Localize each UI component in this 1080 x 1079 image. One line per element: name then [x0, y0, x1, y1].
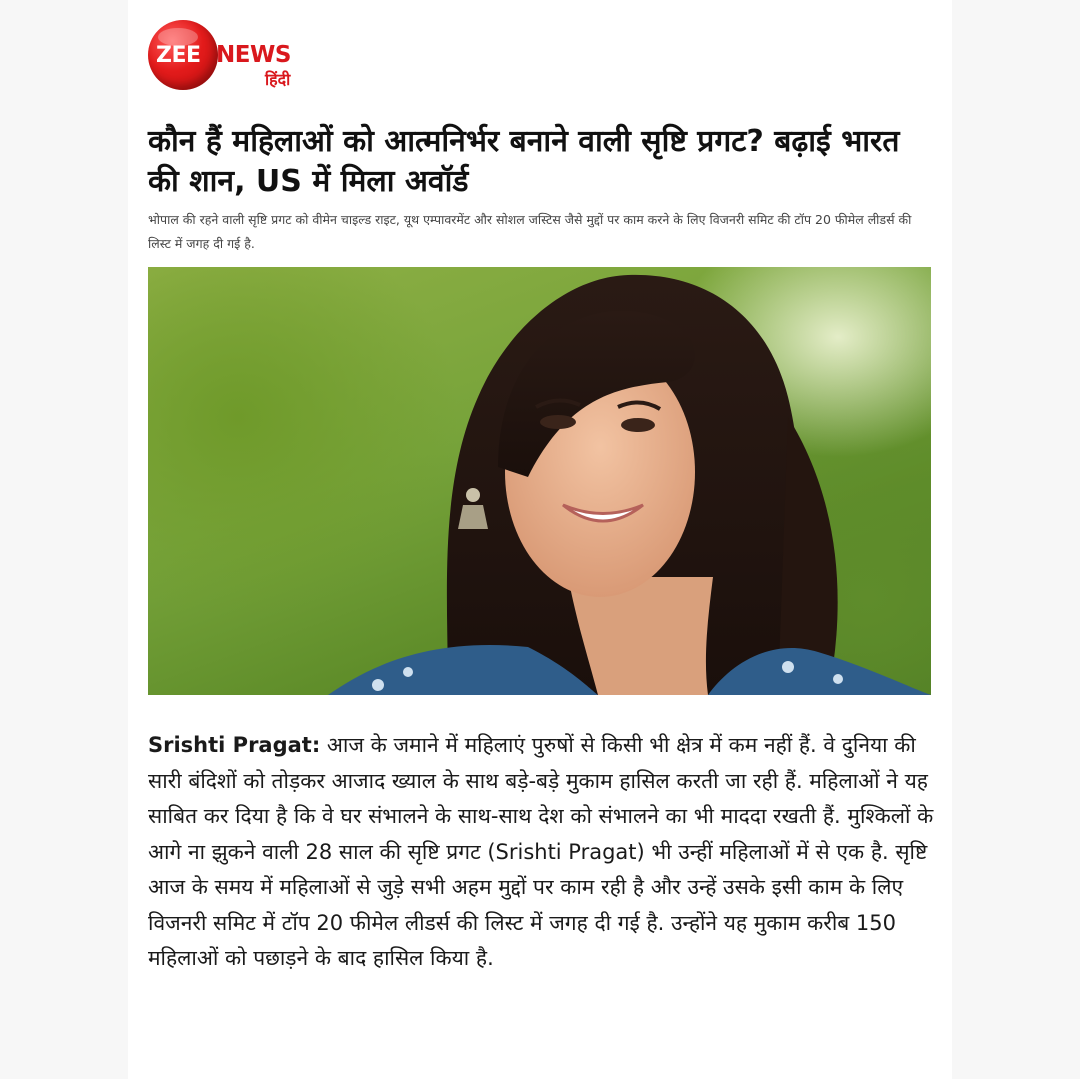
article-headline: कौन हैं महिलाओं को आत्मनिर्भर बनाने वाली सृष्टि प्रगट? बढ़ाई भारत की शान, US में मिला अवॉर्ड	[148, 124, 900, 199]
article-body-lead: Srishti Pragat:	[148, 733, 321, 757]
logo-news-text: NEWS	[216, 42, 291, 68]
article-body-text: आज के जमाने में महिलाएं पुरुषों से किसी भी क्षेत्र में कम नहीं हैं. वे दुनिया की सारी बंदिशों को तोड़कर आजाद ख्याल के साथ बड़े-बड़े मुकाम हासिल करती जा रही हैं. महिलाओं ने यह साबित कर दिया है कि वे घर संभालने के साथ-साथ देश को संभालने का भी माददा रखती हैं. मुश्किलों के आगे ना झुकने वाली 28 साल की सृष्टि प्रगट (Srishti Pragat) भी उन्हीं महिलाओं में से एक है. सृष्टि आज के समय में महिलाओं से जुड़े सभी अहम मुद्दों पर काम रही है और उन्हें उसके इसी काम के लिए विजनरी समिट में टॉप 20 फीमेल लीडर्स की लिस्ट में जगह दी गई है. उन्होंने यह मुकाम करीब 150 महिलाओं को पछाड़ने के बाद हासिल किया है.	[148, 733, 934, 970]
article-subheadline: भोपाल की रहने वाली सृष्टि प्रगट को वीमेन चाइल्ड राइट, यूथ एम्पावरमेंट और सोशल जस्टिस जैसे मुद्दों पर काम करने के लिए विजनरी समिट की टॉप 20 फीमेल लीडर्स की लिस्ट में जगह दी गई है.	[148, 212, 912, 251]
article-page	[128, 0, 952, 1079]
zee-news-logo[interactable]	[148, 20, 318, 94]
portrait-photo-illustration	[148, 267, 931, 695]
article-body	[148, 728, 948, 977]
logo-hindi-text: हिंदी	[265, 70, 291, 89]
logo-zee-text: ZEE	[156, 43, 201, 68]
article-photo	[148, 267, 931, 695]
